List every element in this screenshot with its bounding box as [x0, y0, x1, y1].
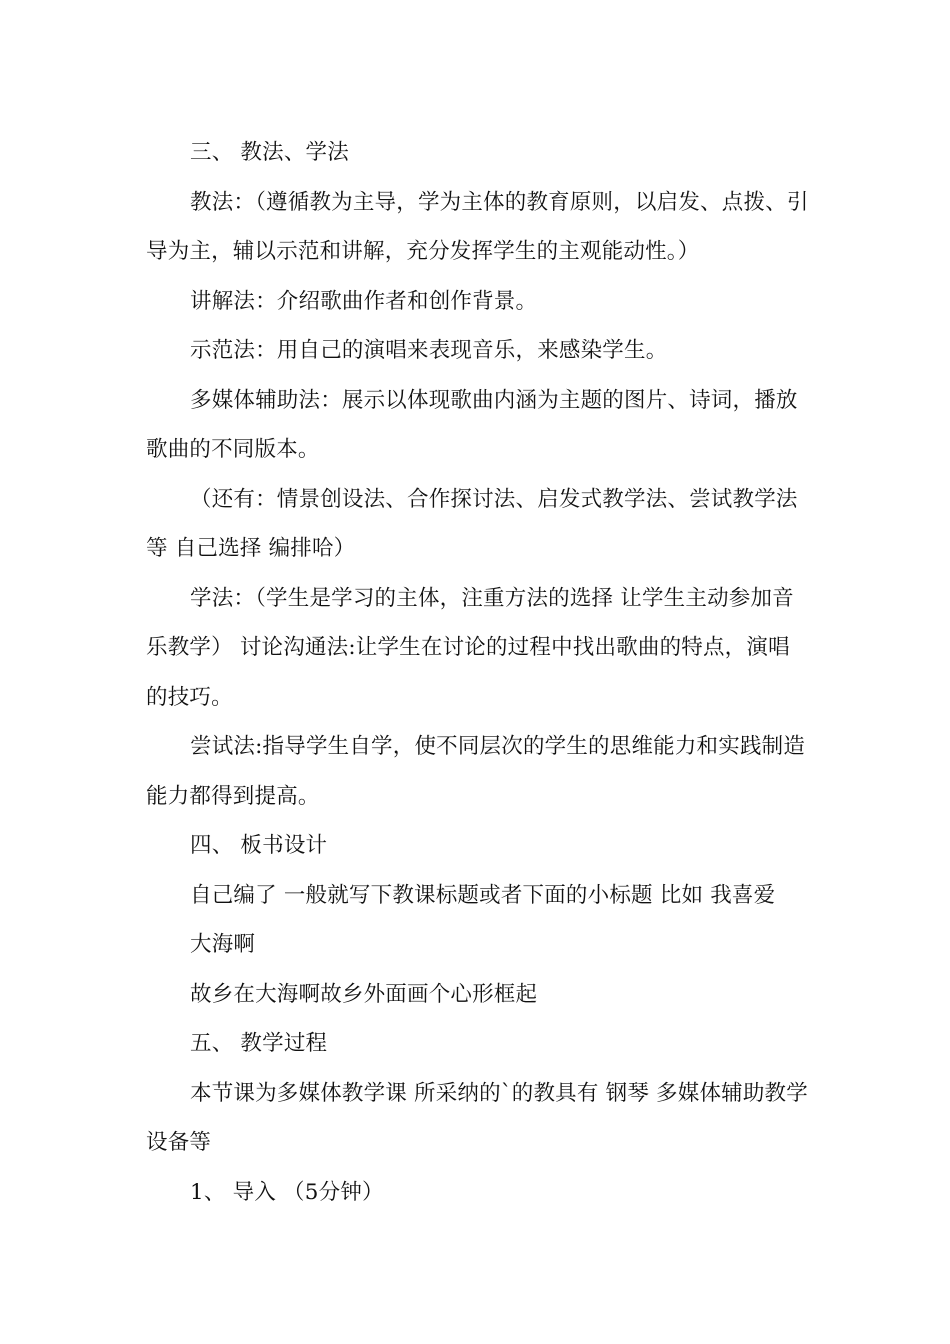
lecture-method-paragraph: 讲解法：介绍歌曲作者和创作背景。 [190, 288, 538, 314]
document-body [146, 128, 810, 1217]
other-methods-paragraph: （还有：情景创设法、合作探讨法、启发式教学法、尝试教学法等 自己选择 编排哈） [146, 486, 798, 561]
learning-method-paragraph: 学法：（学生是学习的主体，注重方法的选择 让学生主动参加音乐教学） 讨论沟通法:让学生在讨论的过程中找出歌曲的特点，演唱的技巧。 [146, 585, 794, 710]
section-heading-3: 三、 教法、学法 [190, 140, 349, 165]
board-design-line-1: 自己编了 一般就写下教课标题或者下面的小标题 比如 我喜爱 [190, 882, 776, 908]
step-1-heading: 1、 导入 （5分钟） [190, 1179, 384, 1205]
board-design-line-2: 大海啊 [190, 932, 256, 957]
multimedia-method-paragraph: 多媒体辅助法：展示以体现歌曲内涵为主题的图片、诗词，播放歌曲的不同版本。 [146, 387, 798, 462]
board-design-line-3: 故乡在大海啊故乡外面画个心形框起 [190, 981, 538, 1007]
section-heading-5: 五、 教学过程 [190, 1031, 328, 1056]
trial-method-paragraph: 尝试法:指导学生自学，使不同层次的学生的思维能力和实践制造能力都得到提高。 [146, 734, 806, 809]
section-heading-4: 四、 板书设计 [190, 833, 328, 858]
teaching-method-paragraph: 教法：（遵循教为主导，学为主体的教育原则，以启发、点拨、引导为主，辅以示范和讲解，充分发挥学生的主观能动性。） [146, 189, 809, 264]
demonstration-method-paragraph: 示范法：用自己的演唱来表现音乐，来感染学生。 [190, 338, 668, 363]
process-intro-paragraph: 本节课为多媒体教学课 所采纳的`的教具有 钢琴 多媒体辅助教学设备等 [146, 1080, 808, 1155]
